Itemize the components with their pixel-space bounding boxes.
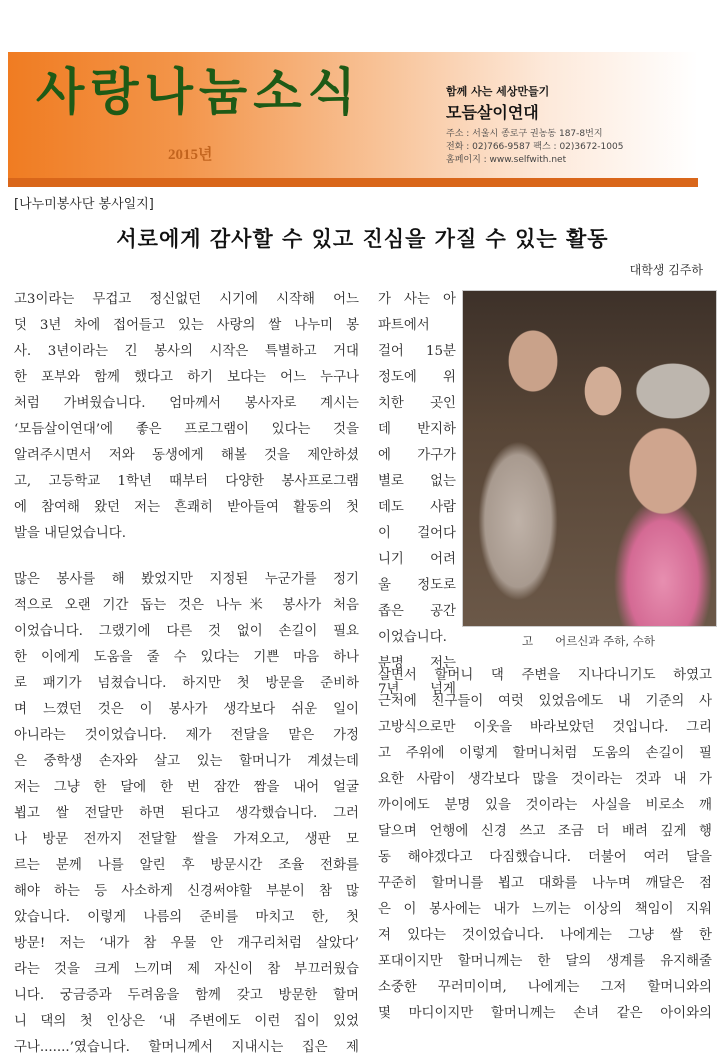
text-line: 고방식으로만 이웃을 바라보았던 것입니다. 그리 <box>378 720 712 735</box>
text-line: 며 느꼈던 것은 이 봉사가 생각보다 쉬운 일이 <box>14 702 359 717</box>
text-line: 좁은 공간 <box>378 604 456 619</box>
text-line: 정도에 위 <box>378 370 456 385</box>
text-line: 한 포부와 함께 했다고 하기 보다는 어느 누구나 <box>14 370 359 385</box>
text-line: 이었습니다. 그랬기에 다른 것 없이 손길이 필요 <box>14 624 359 639</box>
text-line: 고3이라는 무겁고 정신없던 시기에 시작해 어느 <box>14 292 359 307</box>
text-line: 소중한 꾸러미이며, 나에게는 그저 할머니와의 <box>378 980 712 995</box>
text-line: 꾸준히 할머니를 뵙고 대화를 나누며 깨달은 점 <box>378 876 712 891</box>
text-line: 까이에도 분명 있을 것이라는 사실을 비로소 깨 <box>378 798 712 813</box>
org-phone-fax: 전화 : 02)766-9587 팩스 : 02)3672-1005 <box>446 142 624 152</box>
text-line: 고 주위에 이렇게 할머니처럼 도움의 손길이 필 <box>378 746 712 761</box>
org-tagline: 함께 사는 세상만들기 <box>446 85 550 98</box>
text-line: 파트에서 <box>378 318 430 333</box>
text-line: 7년 넘게 <box>378 682 456 697</box>
text-line: ‘모듬살이연대’에 좋은 프로그램이 있다는 것을 <box>14 422 359 437</box>
article-headline: 서로에게 감사할 수 있고 진심을 가질 수 있는 활동 <box>116 226 609 251</box>
text-line: 분명 저는 <box>378 656 456 671</box>
text-line: 아니라는 것이었습니다. 제가 전달을 맡은 가정 <box>14 728 359 743</box>
text-line: 에 가구가 <box>378 448 456 463</box>
article-photo <box>462 290 717 627</box>
text-line: 알려주시면서 저와 동생에게 해볼 것을 제안하셨 <box>14 448 359 463</box>
text-line: 이 걸어다 <box>378 526 456 541</box>
text-line: 은 중학생 손자와 살고 있는 할머니가 계셨는데 <box>14 754 359 769</box>
article-author: 대학생 김주하 <box>629 263 703 277</box>
text-line: 에 참여해 왔던 저는 흔쾌히 받아들여 활동의 첫 <box>14 500 359 515</box>
text-line: 니다. 궁금증과 두려움을 함께 갖고 방문한 할머 <box>14 988 359 1003</box>
text-line: 많은 봉사를 해 봤었지만 지정된 누군가를 정기 <box>14 572 359 587</box>
section-label: [나누미봉사단 봉사일지] <box>14 197 154 212</box>
text-line: 동 해야겠다고 다짐했습니다. 더불어 여러 달을 <box>378 850 712 865</box>
text-line: 몇 마디이지만 할머니께는 손녀 같은 아이와의 <box>378 1006 712 1021</box>
text-line: 해야 하는 등 사소하게 신경써야할 부분이 참 많 <box>14 884 359 899</box>
text-line: 적으로 오랜 기간 돕는 것은 나누米 봉사가 처음 <box>14 598 359 613</box>
text-line: 살면서 할머니 댁 주변을 지나다니기도 하였고 <box>378 668 712 683</box>
paragraph-2 <box>14 567 359 1061</box>
text-line: 데도 사람 <box>378 500 456 515</box>
text-line: 한 이에게 도움을 줄 수 있다는 기쁜 마음 하나 <box>14 650 359 665</box>
text-line: 데 반지하 <box>378 422 456 437</box>
text-line: 근처에 친구들이 여럿 있었음에도 내 기준의 사 <box>378 694 712 709</box>
text-line: 울 정도로 <box>378 578 456 593</box>
text-line: 저는 그냥 한 달에 한 번 잠깐 짬을 내어 얼굴 <box>14 780 359 795</box>
org-address: 주소 : 서울시 종로구 권농동 187-8번지 <box>446 129 603 139</box>
text-line: 사. 3년이라는 긴 봉사의 시작은 특별하고 거대 <box>14 344 359 359</box>
text-line: 뵙고 쌀 전달만 하면 된다고 생각했습니다. 그러 <box>14 806 359 821</box>
text-line: 처럼 가벼웠습니다. 엄마께서 봉사자로 계시는 <box>14 396 359 411</box>
narrow-column <box>378 287 456 703</box>
text-line: 은 이 봉사에는 내가 느끼는 이상의 책임이 지워 <box>378 902 712 917</box>
text-line: 르는 분께 나를 알린 후 방문시간 조율 전화를 <box>14 858 359 873</box>
newsletter-year: 2015년 <box>168 147 213 163</box>
text-line: 걸어 15분 <box>378 344 456 359</box>
paragraph-gap <box>14 547 359 567</box>
left-column <box>14 287 359 1061</box>
text-line: 달으며 언행에 신경 쓰고 조금 더 배려 깊게 행 <box>378 824 712 839</box>
text-line: 니기 어려 <box>378 552 456 567</box>
text-line: 았습니다. 이렇게 나름의 준비를 마치고 한, 첫 <box>14 910 359 925</box>
text-line: 로 패기가 넘쳤습니다. 하지만 첫 방문을 준비하 <box>14 676 359 691</box>
text-line: 치한 곳인 <box>378 396 456 411</box>
photo-caption: 고 어르신과 주하, 수하 <box>522 634 655 648</box>
text-line: 덧 3년 차에 접어들고 있는 사랑의 쌀 나누미 봉 <box>14 318 359 333</box>
text-line: 포대이지만 할머니께는 한 달의 생계를 유지해줄 <box>378 954 712 969</box>
org-homepage: 홈페이지 : www.selfwith.net <box>446 155 567 165</box>
text-line: 가 사는 아 <box>378 292 456 307</box>
text-line: 이었습니다. <box>378 630 447 645</box>
text-line: 별로 없는 <box>378 474 456 489</box>
right-column <box>378 663 712 1027</box>
text-line: 고, 고등학교 1학년 때부터 다양한 봉사프로그램 <box>14 474 359 489</box>
org-contact-info <box>446 128 623 167</box>
text-line: 발을 내딛었습니다. <box>14 526 126 541</box>
text-line: 라는 것을 크게 느끼며 제 자신이 참 부끄러웠습 <box>14 962 359 977</box>
text-line: 구나.......’였습니다. 할머니께서 지내시는 집은 제 <box>14 1040 359 1055</box>
org-name: 모듬살이연대 <box>446 103 539 122</box>
text-line: 져 있다는 것이었습니다. 나에게는 그냥 쌀 한 <box>378 928 712 943</box>
text-line: 방문! 저는 ‘내가 참 우물 안 개구리처럼 살았다’ <box>14 936 359 951</box>
paragraph-1 <box>14 287 359 547</box>
text-line: 나 방문 전까지 전달할 쌀을 가져오고, 생판 모 <box>14 832 359 847</box>
newsletter-title: 사랑나눔소식 <box>36 63 362 121</box>
text-line: 니 댁의 첫 인상은 ‘내 주변에도 이런 집이 있었 <box>14 1014 359 1029</box>
text-line: 요한 사람이 생각보다 많을 것이라는 것과 내 가 <box>378 772 712 787</box>
masthead-divider-bar <box>8 178 698 187</box>
